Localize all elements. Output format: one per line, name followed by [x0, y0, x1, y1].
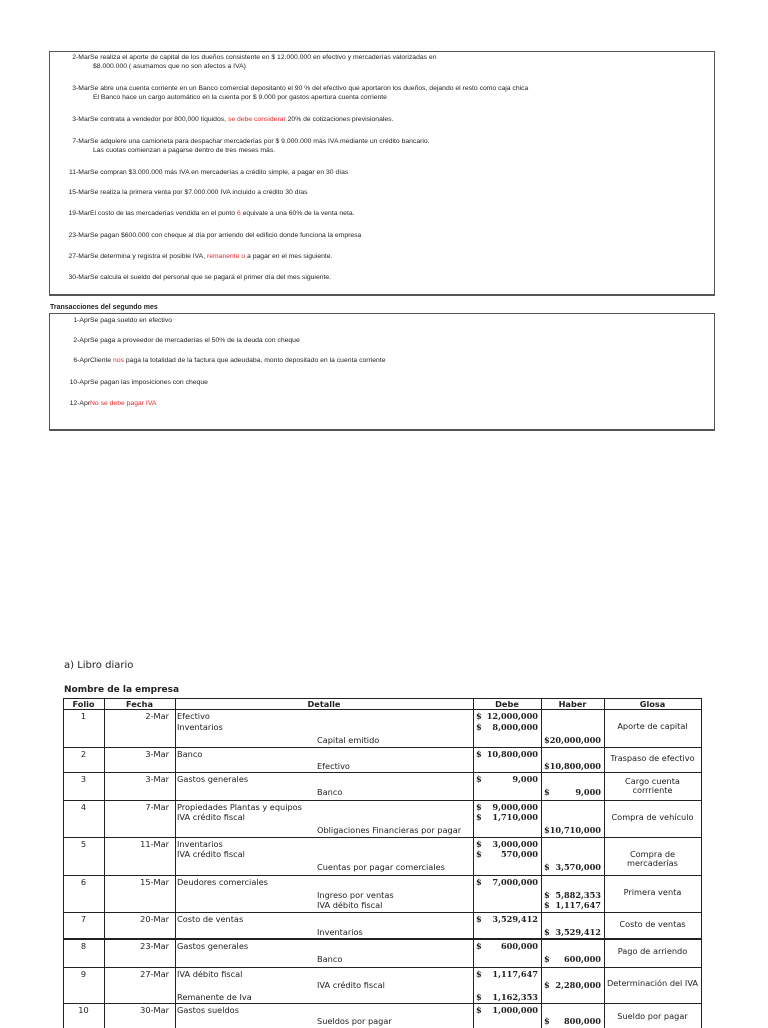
folio-cell: 6: [80, 877, 87, 887]
folio-cell: 7: [80, 914, 87, 924]
transaction-text: Se abre una cuenta corriente en un Banco comercial depositanto el 90 % del efectivo que aportaron los dueños, dejando el resto como caja chica: [90, 85, 529, 92]
transaction-date: 2-Mar: [72, 54, 90, 61]
detalle-line: Deudores comerciales: [177, 877, 268, 887]
fecha-cell: 3-Mar: [145, 749, 169, 759]
detalle-line: Costo de ventas: [177, 914, 244, 924]
amount-value: 3,529,412: [555, 927, 601, 937]
currency-symbol: $: [476, 877, 482, 887]
amount-value: 10,710,000: [549, 825, 601, 835]
transaction-date: 10-Apr: [69, 379, 90, 386]
transaction-date: 15-Mar: [68, 189, 90, 196]
fecha-cell: 15-Mar: [140, 877, 169, 887]
glosa-cell: Sueldo por pagar: [617, 1011, 688, 1021]
detalle-line: Efectivo: [317, 761, 350, 771]
glosa-cell: Primera venta: [623, 886, 682, 897]
highlight-text: nos: [113, 357, 125, 364]
transaction-text: Se pagan $600.000 con cheque al día por arriendo del edificio donde funciona la empresa: [90, 232, 362, 239]
fecha-cell: 3-Mar: [145, 774, 169, 784]
transaction-date: 27-Mar: [68, 253, 90, 260]
transaction-text: Se contrata a vendedor por 800,000 líquidos,: [90, 116, 228, 123]
transaction-date: 7-Mar: [72, 138, 90, 145]
detalle-line: Gastos generales: [177, 941, 249, 951]
amount-value: 1,000,000: [492, 1005, 538, 1015]
detalle-line: Propiedades Plantas y equipos: [177, 802, 302, 812]
detalle-line: IVA crédito fiscal: [317, 980, 385, 990]
transaction-date: 23-Mar: [68, 232, 90, 239]
amount-value: 10,800,000: [486, 749, 538, 759]
transaction-date: 19-Mar: [68, 210, 90, 217]
glosa-cell: Compra de vehículo: [611, 811, 694, 822]
currency-symbol: $: [544, 927, 550, 937]
glosa-cell: Cargo cuenta corrriente: [625, 776, 680, 795]
transaction-date: 1-Apr: [73, 317, 90, 324]
table-row-line: [63, 1003, 701, 1004]
detalle-line: Remanente de Iva: [177, 992, 252, 1002]
transaction-continuation: $8.000.000 ( asumamos que no son afectos a IVA): [93, 63, 246, 70]
transaction-continuation: El Banco hace un cargo automático en la cuenta por $ 9.000 por gastos apertura cuenta corriente: [93, 94, 387, 101]
amount-value: 1,117,647: [555, 900, 601, 910]
folio-cell: 10: [78, 1005, 89, 1015]
libro-diario-title: a) Libro diario: [64, 660, 134, 671]
highlight-text: remanente o: [207, 253, 246, 260]
detalle-line: IVA débito fiscal: [177, 969, 243, 979]
transaction-date: 3-Mar: [72, 85, 90, 92]
header-detalle: Detalle: [307, 699, 341, 709]
amount-value: 1,710,000: [492, 812, 538, 822]
glosa-cell: Aporte de capital: [617, 721, 688, 731]
fecha-cell: 2-Mar: [145, 711, 169, 721]
currency-symbol: $: [476, 969, 482, 979]
transaction-text: Se pagan las imposiciones con cheque: [90, 379, 208, 386]
currency-symbol: $: [476, 802, 482, 812]
transaction-line: [44, 209, 355, 218]
detalle-line: Capital emitido: [317, 735, 380, 745]
detalle-line: Efectivo: [177, 711, 210, 721]
fecha-cell: 7-Mar: [145, 802, 169, 812]
transaction-date: 2-Apr: [73, 337, 90, 344]
transaction-date: 11-Mar: [68, 169, 90, 176]
transaction-text: El costo de las mercaderías vendida en el punto: [90, 210, 237, 217]
currency-symbol: $: [544, 1016, 550, 1026]
detalle-line: Banco: [177, 749, 203, 759]
currency-symbol: $: [476, 722, 482, 732]
amount-value: 1,162,353: [492, 992, 538, 1002]
currency-symbol: $: [476, 914, 482, 924]
currency-symbol: $: [476, 774, 482, 784]
detalle-line: Inventarios: [177, 839, 223, 849]
currency-symbol: $: [476, 849, 482, 859]
detalle-line: IVA crédito fiscal: [177, 849, 245, 859]
amount-value: 2,280,000: [555, 980, 601, 990]
transaction-line: [44, 84, 528, 93]
transaction-text: Se calcula el sueldo del personal que se pagará el primer día del mes siguiente.: [90, 274, 332, 281]
table-row-line: [63, 967, 701, 968]
currency-symbol: $: [476, 749, 482, 759]
transaction-line: [44, 336, 300, 345]
transaction-date: 6-Apr: [73, 357, 90, 364]
table-row-line: [63, 837, 701, 838]
transaction-line: [44, 399, 156, 408]
fecha-cell: 30-Mar: [140, 1005, 169, 1015]
detalle-line: Gastos generales: [177, 774, 249, 784]
folio-cell: 3: [80, 774, 87, 784]
amount-value: 9,000,000: [492, 802, 538, 812]
glosa-cell: Costo de ventas: [619, 918, 686, 929]
table-row-line: [63, 747, 701, 748]
highlight-text: 6: [236, 210, 241, 217]
detalle-line: Sueldos por pagar: [317, 1016, 392, 1026]
transaction-date: 3-Mar: [72, 116, 90, 123]
highlight-text: se debe considerar: [227, 116, 286, 123]
transaction-text: Cliente: [90, 357, 114, 364]
transaction-text: a pagar en el mes siguiente.: [245, 253, 333, 260]
currency-symbol: $: [544, 735, 550, 745]
table-row-line: [63, 912, 701, 913]
company-name-title: Nombre de la empresa: [64, 685, 180, 695]
highlight-text: No se debe pagar IVA: [90, 400, 157, 407]
fecha-cell: 20-Mar: [140, 914, 169, 924]
transaction-text: 20% de cotizaciones previsionales.: [285, 116, 394, 123]
amount-value: 600,000: [563, 954, 601, 964]
currency-symbol: $: [476, 839, 482, 849]
transaction-line: [44, 188, 308, 197]
amount-value: 9,000: [575, 787, 601, 797]
detalle-line: Banco: [317, 787, 343, 797]
folio-cell: 2: [80, 749, 87, 759]
fecha-cell: 23-Mar: [140, 941, 169, 951]
table-row-line: [63, 875, 701, 876]
transaction-line: [44, 316, 172, 325]
transaction-text: Se adquiere una camioneta para despachar mercaderías por $ 9.000.000 más IVA mediante un crédito bancario.: [90, 138, 430, 145]
table-row-line: [63, 938, 701, 940]
glosa-cell: Compra de mercaderías: [627, 849, 678, 868]
header-fecha: Fecha: [125, 699, 154, 709]
currency-symbol: $: [544, 980, 550, 990]
currency-symbol: $: [544, 787, 550, 797]
transaction-line: [44, 356, 386, 365]
folio-cell: 4: [80, 802, 87, 812]
transaction-line: [44, 252, 332, 261]
amount-value: 3,570,000: [555, 862, 601, 872]
amount-value: 9,000: [512, 774, 538, 784]
currency-symbol: $: [476, 941, 482, 951]
header-haber: Haber: [558, 699, 587, 709]
folio-cell: 9: [80, 969, 87, 979]
table-row-line: [63, 800, 701, 801]
transaction-line: [44, 273, 331, 282]
amount-value: 800,000: [563, 1016, 601, 1026]
transaction-line: [44, 115, 393, 124]
transaction-text: Se determina y registra el posible IVA,: [90, 253, 207, 260]
amount-value: 5,882,353: [555, 890, 601, 900]
transaction-line: [44, 168, 348, 177]
glosa-cell: Pago de arriendo: [617, 946, 688, 956]
folio-cell: 8: [80, 941, 87, 951]
currency-symbol: $: [476, 711, 482, 721]
transactions-box-month-2: [49, 313, 715, 431]
currency-symbol: $: [476, 992, 482, 1002]
amount-value: 10,800,000: [549, 761, 601, 771]
glosa-cell: Traspaso de efectivo: [610, 752, 695, 763]
amount-value: 3,000,000: [492, 839, 538, 849]
header-folio: Folio: [72, 699, 95, 709]
amount-value: 600,000: [500, 941, 538, 951]
currency-symbol: $: [544, 954, 550, 964]
transaction-text: equivale a una 60% de la venta neta.: [240, 210, 355, 217]
transaction-text: Se realiza la primera venta por $7.000.000 IVA incluido a crédito 30 días: [90, 189, 308, 196]
currency-symbol: $: [544, 900, 550, 910]
header-debe: Debe: [495, 699, 519, 709]
table-row-line: [63, 772, 701, 773]
detalle-line: Banco: [317, 954, 343, 964]
transaction-continuation: Las cuotas comienzan a pagarse dentro de tres meses más.: [93, 147, 276, 154]
transaction-text: Se compran $3.000.000 más IVA en mercaderías a crédito simple, a pagar en 30 días: [90, 169, 349, 176]
transaction-text: Se realiza el aporte de capital de los dueños consistente en $ 12.000.000 en efectivo y mercaderías valorizadas en: [90, 54, 437, 61]
transaction-line: [44, 53, 436, 62]
fecha-cell: 11-Mar: [140, 839, 169, 849]
transaction-line: [44, 231, 361, 240]
folio-cell: 5: [80, 839, 87, 849]
glosa-cell: Determinación del IVA: [606, 978, 699, 988]
currency-symbol: $: [476, 812, 482, 822]
currency-symbol: $: [544, 890, 550, 900]
transaction-date: 12-Apr: [69, 400, 90, 407]
detalle-line: Cuentas por pagar comerciales: [317, 862, 445, 872]
second-month-title: Transacciones del segundo mes: [50, 304, 158, 311]
journal-ledger-table: [63, 698, 701, 1028]
detalle-line: IVA crédito fiscal: [177, 812, 245, 822]
currency-symbol: $: [476, 1005, 482, 1015]
amount-value: 8,000,000: [492, 722, 538, 732]
transaction-text: Se paga a proveedor de mercaderías el 50% de la deuda con cheque: [90, 337, 300, 344]
currency-symbol: $: [544, 825, 550, 835]
transaction-line: [44, 137, 430, 146]
header-glosa: Glosa: [639, 699, 666, 709]
fecha-cell: 27-Mar: [140, 969, 169, 979]
detalle-line: IVA débito fiscal: [317, 900, 383, 910]
amount-value: 20,000,000: [549, 735, 601, 745]
transaction-line: [44, 378, 208, 387]
table-row-line: [63, 709, 701, 710]
detalle-line: Inventarios: [177, 722, 223, 732]
table-column-line: [701, 698, 702, 1028]
detalle-line: Ingreso por ventas: [317, 890, 394, 900]
transaction-text: Se paga sueldo en efectivo: [90, 317, 173, 324]
currency-symbol: $: [544, 862, 550, 872]
amount-value: 12,000,000: [486, 711, 538, 721]
folio-cell: 1: [80, 711, 87, 721]
detalle-line: Obligaciones Financieras por pagar: [317, 825, 462, 835]
amount-value: 570,000: [500, 849, 538, 859]
amount-value: 7,000,000: [492, 877, 538, 887]
transaction-text: paga la totalidad de la factura que adeudaba, monto depositado en la cuenta corriente: [124, 357, 386, 364]
detalle-line: Gastos sueldos: [177, 1005, 239, 1015]
currency-symbol: $: [544, 761, 550, 771]
detalle-line: Inventarios: [317, 927, 363, 937]
transaction-date: 30-Mar: [68, 274, 90, 281]
amount-value: 1,117,647: [492, 969, 538, 979]
amount-value: 3,529,412: [492, 914, 538, 924]
